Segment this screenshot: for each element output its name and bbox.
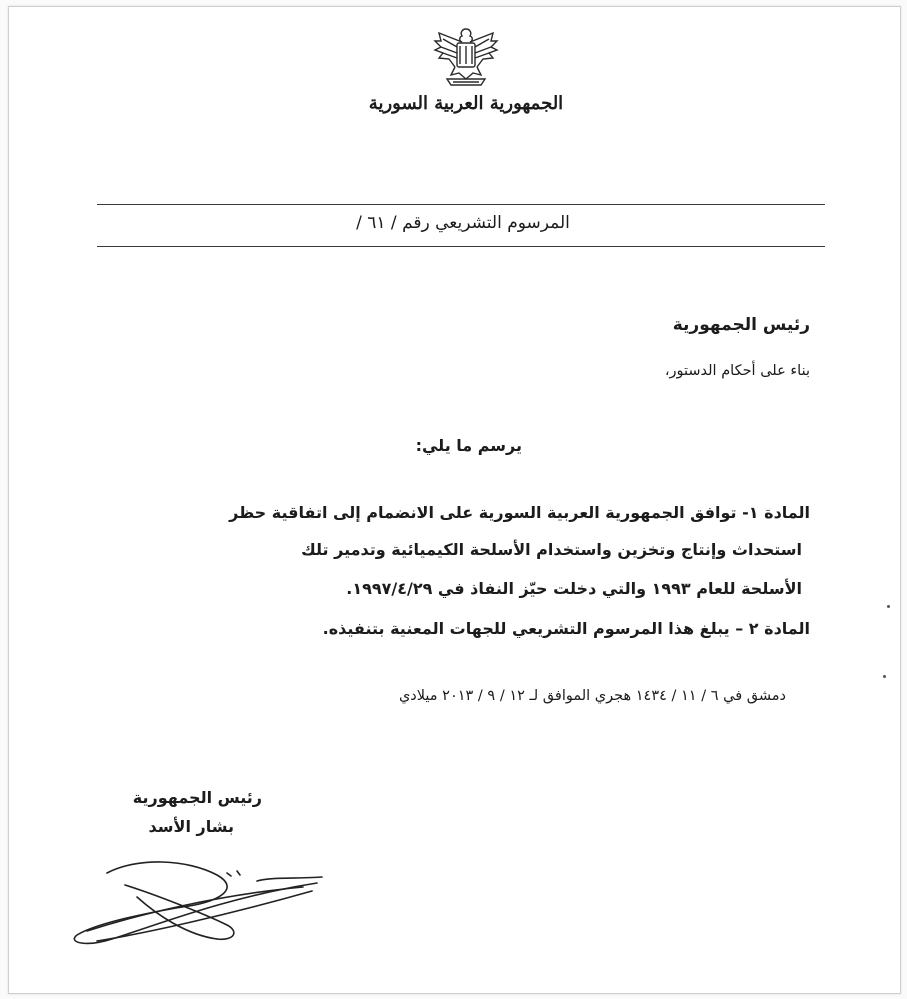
scan-speck	[887, 605, 890, 608]
article-2-line: المادة ٢ – يبلغ هذا المرسوم التشريعي للجهات المعنية بتنفيذه.	[322, 619, 810, 638]
state-name: الجمهورية العربية السورية	[368, 93, 564, 114]
header-rule-top	[97, 204, 825, 205]
eagle-coat-of-arms-icon	[429, 23, 503, 93]
signatory-name: بشار الأسد	[148, 817, 234, 836]
constitutional-basis: بناء على أحكام الدستور،	[664, 363, 810, 379]
president-title: رئيس الجمهورية	[672, 315, 810, 335]
article-1-line-3: الأسلحة للعام ١٩٩٣ والتي دخلت حيّز النفاذ في ١٩٩٧/٤/٢٩.	[346, 579, 802, 598]
handwritten-signature-icon	[67, 855, 329, 951]
scan-speck	[883, 675, 886, 678]
decrees-heading: يرسم ما يلي:	[415, 436, 522, 455]
date-line: دمشق في ٦ / ١١ / ١٤٣٤ هجري الموافق لـ ١٢ / ٩ / ٢٠١٣ ميلادي	[398, 688, 786, 704]
decree-number: المرسوم التشريعي رقم / ٦١ /	[356, 213, 570, 233]
header-rule-bottom	[97, 246, 825, 247]
document-page	[8, 6, 901, 994]
article-1-line-1: المادة ١- توافق الجمهورية العربية السورية على الانضمام إلى اتفاقية حظر	[229, 503, 810, 522]
signatory-title: رئيس الجمهورية	[132, 788, 262, 807]
article-1-line-2: استحداث وإنتاج وتخزين واستخدام الأسلحة الكيميائية وتدمير تلك	[301, 540, 802, 559]
